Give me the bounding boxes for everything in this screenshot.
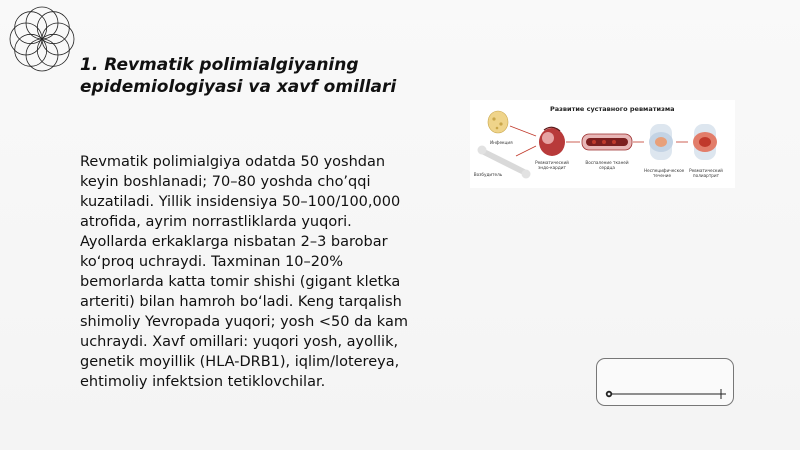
figure-title: Развитие суставного ревматизма [550, 105, 675, 113]
figure-label-streptococcus: Возбудитель [473, 172, 503, 177]
timeline-track [597, 359, 733, 405]
rheumatism-development-figure [470, 100, 735, 188]
figure-label-vessel: Воспаление тканей сердца [585, 160, 629, 170]
figure-label-heart: Ревматический эндо-кардит [535, 160, 569, 170]
knee-joint-icon [649, 124, 673, 160]
figure-label-joint-1: Неспецифическое течение [644, 168, 685, 178]
figure-label-joint-2: Ревматический полиартрит [689, 168, 723, 178]
figure-label-infection: Инфекция [490, 140, 513, 145]
slide-body-text: Revmatik polimialgiya odatda 50 yoshdan keyin boshlanadi; 70–80 yoshda cho’qqi kuzatiladi. Yillik insidensiya 50–100/100,000 atrofida, ayrim norrastliklarda yuqori. Ayollarda erkaklarga nisbatan 2–3 barobar ko‘proq uchraydi. Taxminan 10–20% bemorlarda katta tomir shishi (gigant kletka arteriti) bilan hamroh bo‘ladi. Keng tarqalish shimoliy Yevropada yuqori; yosh <50 da kam uchraydi. Xavf omillari: yuqori yosh, ayollik, genetik moyillik (HLA-DRB1), iqlim/lotereya, ehtimoliy infektsion tetiklovchilar. [80, 154, 408, 390]
blood-vessel-icon [582, 134, 632, 150]
heart-icon [539, 127, 565, 156]
inflamed-joint-icon [693, 124, 717, 160]
timeline-widget [596, 358, 734, 406]
infection-organism-icon [488, 111, 508, 133]
slide-title: 1. Revmatik polimialgiyaning epidemiologiyasi va xavf omillari [80, 55, 397, 97]
decorative-rosette-logo [6, 3, 78, 75]
